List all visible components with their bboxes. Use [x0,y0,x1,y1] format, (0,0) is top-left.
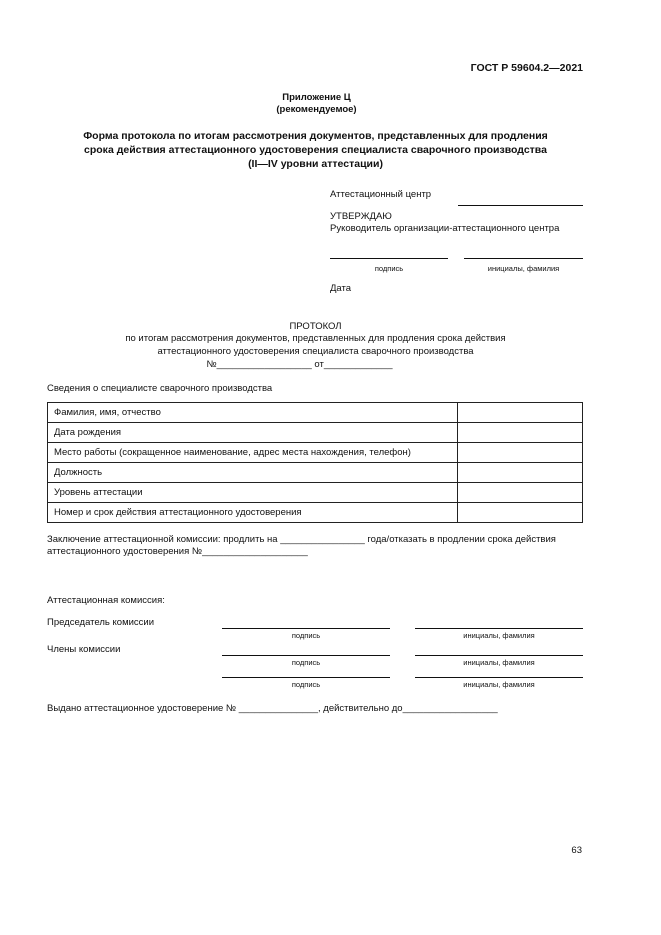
chairman-signature-caption: подпись [291,631,321,640]
issued-certificate-line: Выдано аттестационное удостоверение № _______________, действительно до__________________ [47,703,498,714]
table-row [48,503,583,523]
member1-initials-line [415,655,583,656]
row-value-certificate-number[interactable] [458,503,583,523]
table-row [48,443,583,463]
head-initials-line [464,258,583,259]
member1-signature-caption: подпись [291,658,321,667]
row-value-workplace[interactable] [458,443,583,463]
conclusion-line1: Заключение аттестационной комиссии: продлить на ________________ года/отказать в продлении срока действия [47,534,556,545]
member2-initials-line [415,677,583,678]
chairman-label: Председатель комиссии [47,617,155,628]
chairman-initials-line [415,628,583,629]
row-label-position: Должность [48,463,458,483]
date-label: Дата [330,283,352,294]
member2-initials-caption: инициалы, фамилия [463,680,535,689]
head-of-organization-label: Руководитель организации-аттестационного центра [330,223,560,234]
member1-initials-caption: инициалы, фамилия [463,658,535,667]
row-value-full-name[interactable] [458,403,583,423]
chairman-signature-line [222,628,390,629]
member2-signature-caption: подпись [291,680,321,689]
table-row [48,423,583,443]
protocol-title: ПРОТОКОЛ [289,321,342,332]
row-label-workplace: Место работы (сокращенное наименование, адрес места нахождения, телефон) [48,443,458,463]
row-value-position[interactable] [458,463,583,483]
conclusion-line2: аттестационного удостоверения №____________________ [47,546,308,557]
chairman-initials-caption: инициалы, фамилия [463,631,535,640]
members-label: Члены комиссии [47,644,121,655]
form-title-line2: срока действия аттестационного удостоверения специалиста сварочного производства [84,144,547,156]
head-signature-line [330,258,448,259]
table-row [48,463,583,483]
row-label-certificate-number: Номер и срок действия аттестационного удостоверения [48,503,458,523]
row-value-certification-level[interactable] [458,483,583,503]
head-signature-caption: подпись [374,264,404,273]
specialist-table [47,402,583,523]
protocol-number-line: №__________________ от_____________ [206,359,393,370]
head-initials-caption: инициалы, фамилия [487,264,560,273]
protocol-line1: по итогам рассмотрения документов, представленных для продления срока действия [125,333,506,344]
certification-center-label: Аттестационный центр [330,189,432,200]
protocol-line2: аттестационного удостоверения специалиста сварочного производства [157,346,474,357]
certification-center-line [458,205,583,206]
form-title-line3: (II—IV уровни аттестации) [248,158,383,170]
commission-heading: Аттестационная комиссия: [47,595,165,606]
specialist-heading: Сведения о специалисте сварочного производства [47,383,273,394]
approve-label: УТВЕРЖДАЮ [330,211,392,222]
row-label-birth-date: Дата рождения [48,423,458,443]
table-row [48,403,583,423]
member1-signature-line [222,655,390,656]
appendix-title: Приложение Ц [282,92,351,103]
member2-signature-line [222,677,390,678]
table-row [48,483,583,503]
row-label-certification-level: Уровень аттестации [48,483,458,503]
standard-number: ГОСТ Р 59604.2—2021 [470,62,583,74]
row-label-full-name: Фамилия, имя, отчество [48,403,458,423]
row-value-birth-date[interactable] [458,423,583,443]
form-title-line1: Форма протокола по итогам рассмотрения документов, представленных для продления [83,130,548,142]
appendix-subtitle: (рекомендуемое) [276,104,357,115]
page-number: 63 [571,845,582,856]
